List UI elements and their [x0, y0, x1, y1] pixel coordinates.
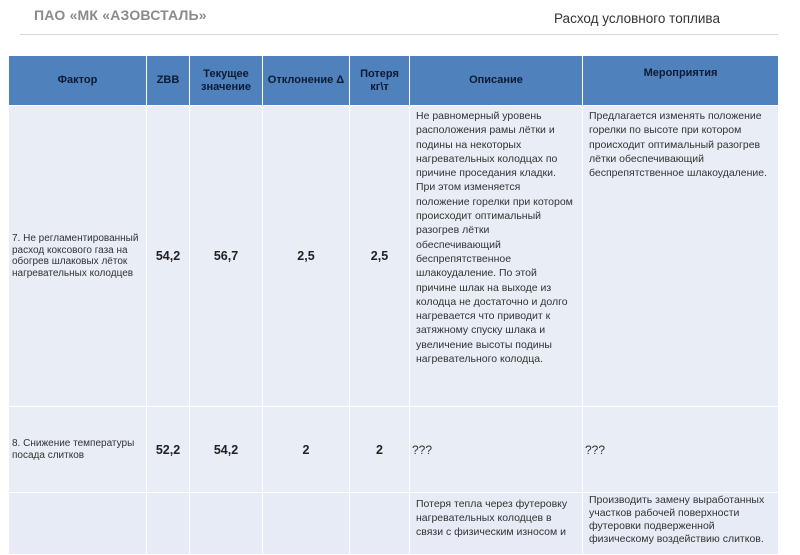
header-divider: [20, 34, 778, 35]
cell-loss: 2: [350, 407, 410, 493]
cell-current: 54,2: [190, 407, 263, 493]
cell-measures: Производить замену выработанных участков рабочей поверхности футеровки подверженной физическому воздействию слитков.: [583, 493, 779, 555]
slide-title: Расход условного топлива: [554, 11, 720, 26]
col-header-measures: Мероприятия: [583, 56, 779, 106]
cell-description: Потеря тепла через футеровку нагревательных колодцев в связи с физическим износом и: [410, 493, 583, 555]
col-header-deviation: Отклонение Δ: [263, 56, 350, 106]
cell-factor: [9, 493, 147, 555]
col-header-description: Описание: [410, 56, 583, 106]
company-name: ПАО «МК «АЗОВСТАЛЬ»: [34, 7, 207, 23]
cell-factor: 8. Снижение температуры посада слитков: [9, 407, 147, 493]
table-row: [9, 493, 779, 555]
cell-deviation: [263, 493, 350, 555]
col-header-loss: Потеря кг\т: [350, 56, 410, 106]
cell-description: Не равномерный уровень расположения рамы лётки и подины на некоторых нагревательных колодцах по причине проседания кладки. При этом изменяется положение горелки при котором происходит оптимальный разогрев лётки обеспечивающий беспрепятственное шлакоудаление. По этой причине шлак на выходе из колодца не достаточно и долго нагревается что приводит к затяжному спуску шлака и увеличение высоты подины нагревательного колодца.: [410, 106, 583, 407]
col-header-zbb: ZBB: [147, 56, 190, 106]
cell-loss: [350, 493, 410, 555]
table-header-row: [9, 56, 779, 106]
cell-current: 56,7: [190, 106, 263, 407]
cell-current: [190, 493, 263, 555]
factor-table: [8, 55, 779, 555]
cell-zbb: [147, 493, 190, 555]
cell-description: ???: [410, 407, 583, 493]
table-row: [9, 106, 779, 407]
col-header-factor: Фактор: [9, 56, 147, 106]
cell-factor: 7. Не регламентированный расход коксового газа на обогрев шлаковых лёток нагревательных колодцев: [9, 106, 147, 407]
cell-measures: Предлагается изменять положение горелки по высоте при котором происходит оптимальный разогрев лётки обеспечивающий беспрепятственное шлакоудаление.: [583, 106, 779, 407]
col-header-current: Текущее значение: [190, 56, 263, 106]
cell-zbb: 52,2: [147, 407, 190, 493]
cell-zbb: 54,2: [147, 106, 190, 407]
cell-measures: ???: [583, 407, 779, 493]
table-row: [9, 407, 779, 493]
cell-deviation: 2: [263, 407, 350, 493]
cell-loss: 2,5: [350, 106, 410, 407]
cell-deviation: 2,5: [263, 106, 350, 407]
